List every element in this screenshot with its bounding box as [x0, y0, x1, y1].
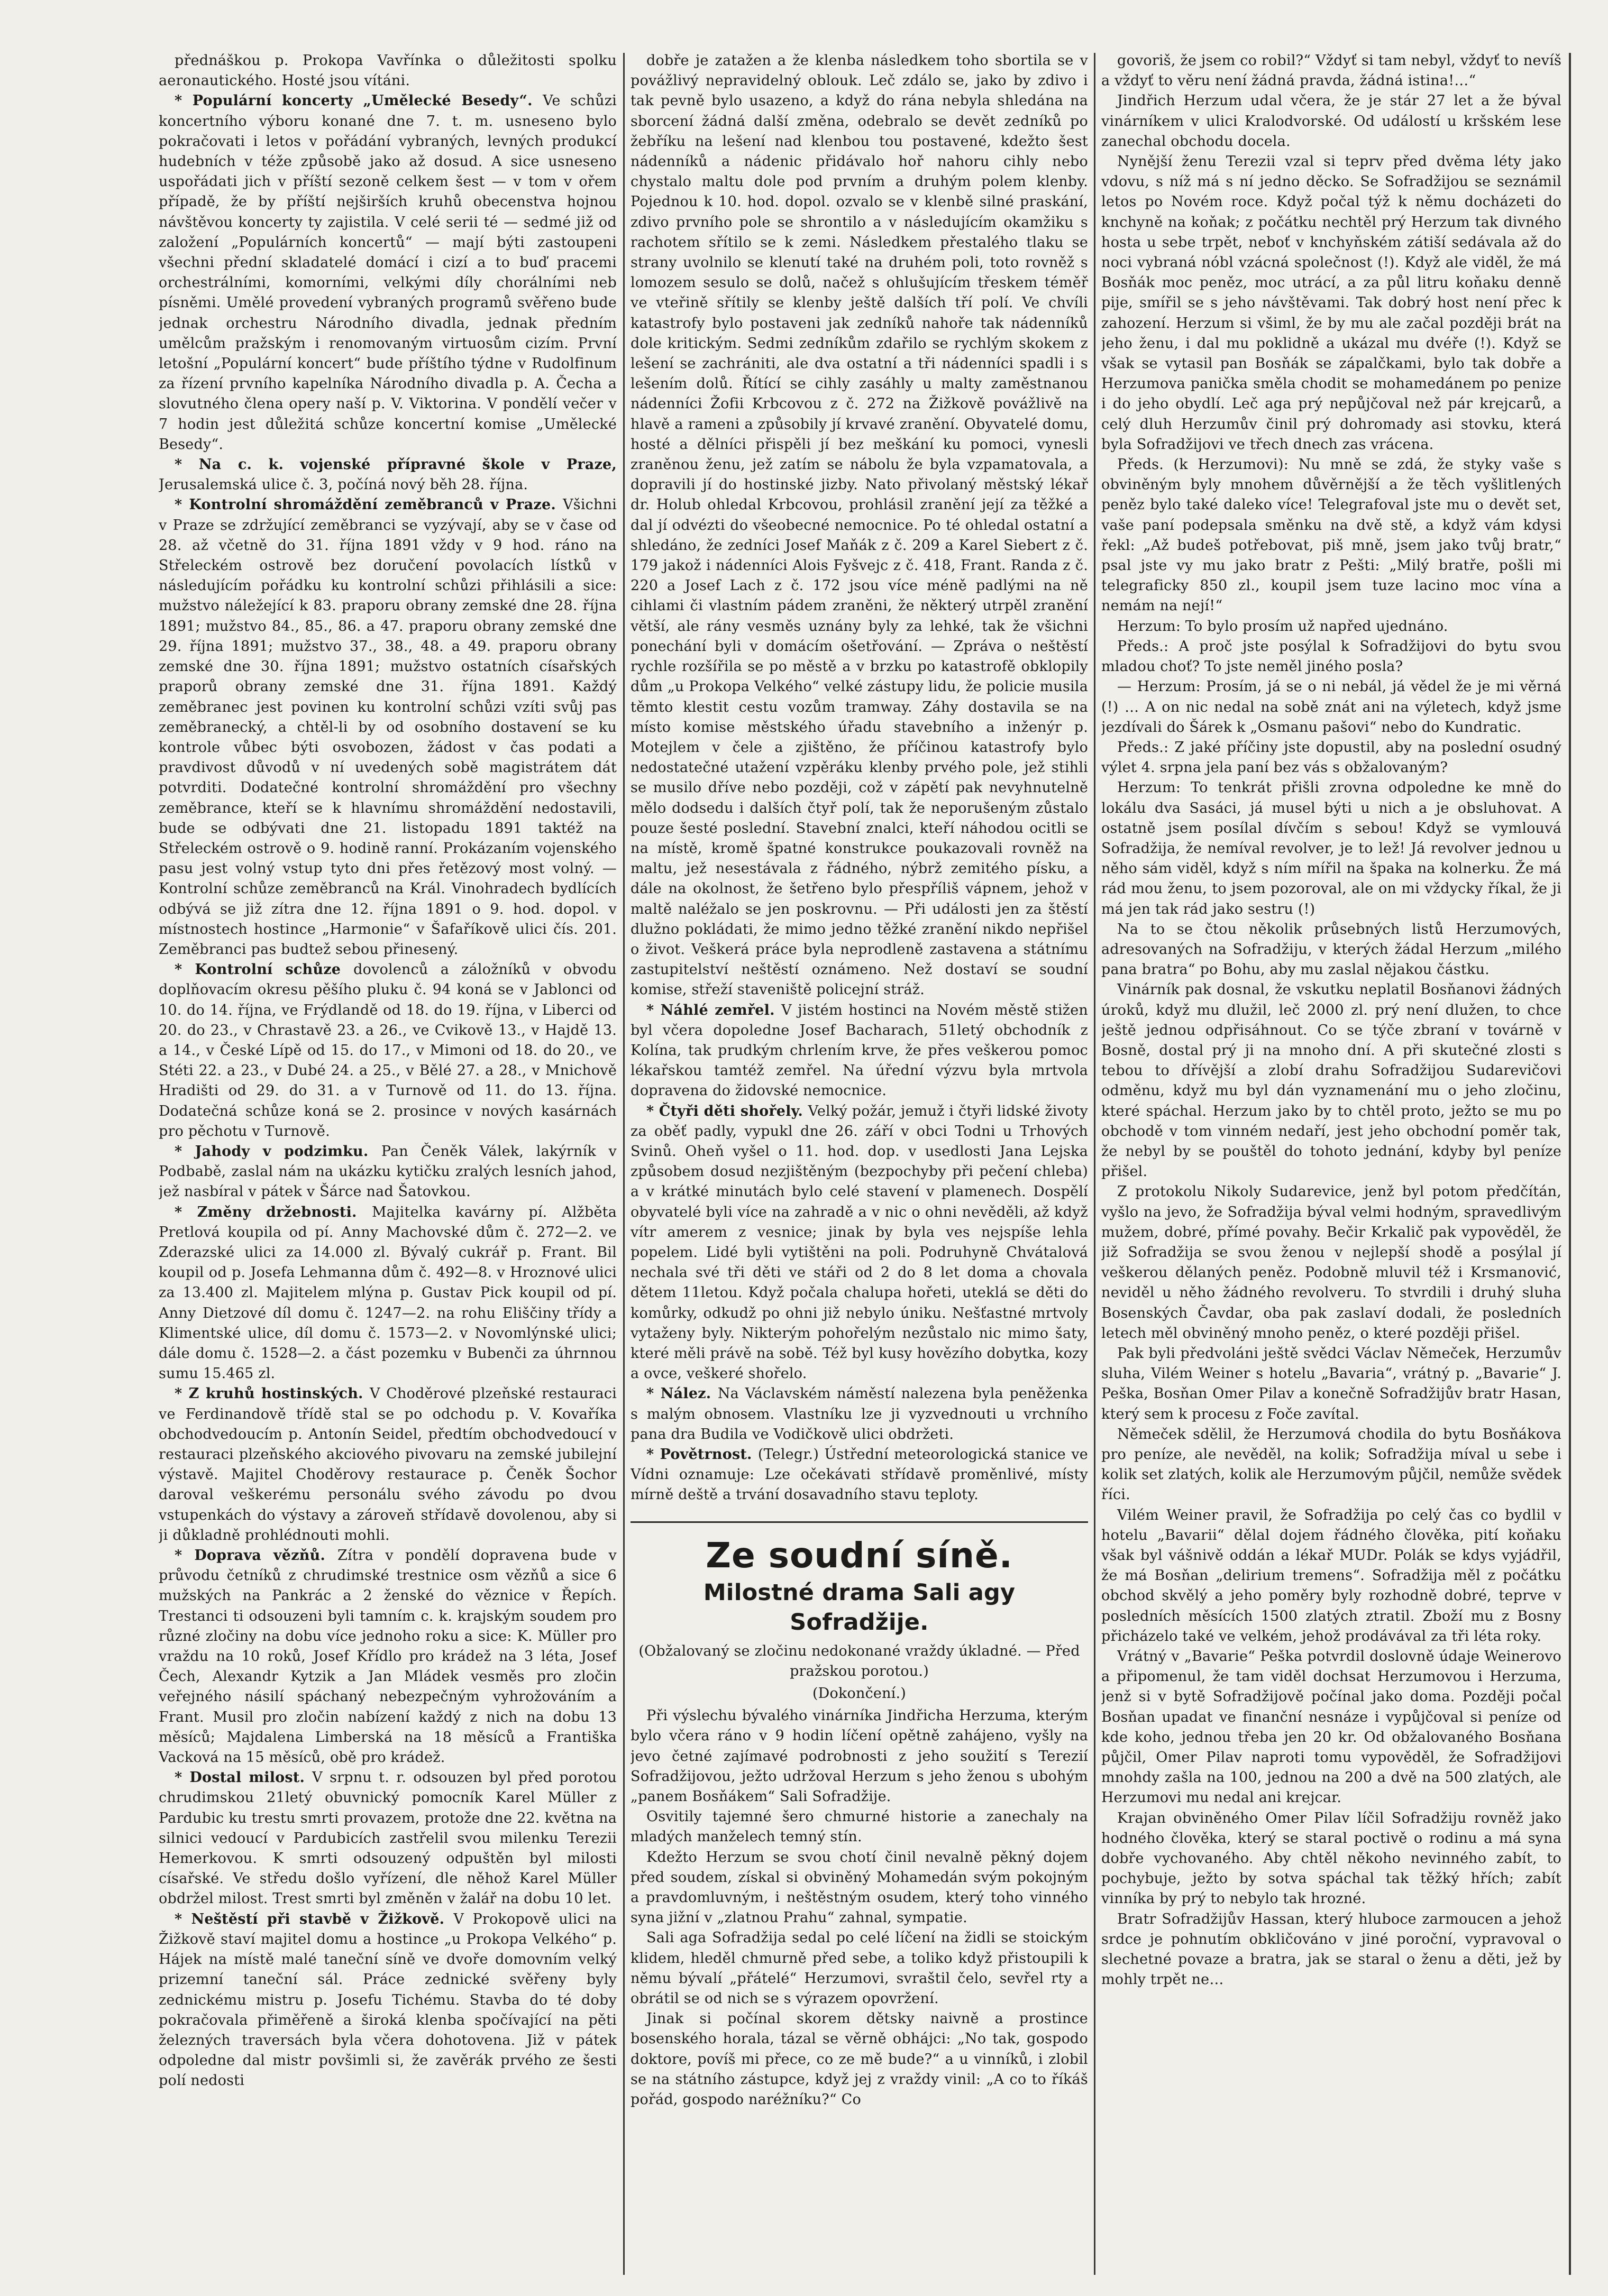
- article-headline: * Kontrolní schůze: [175, 961, 354, 978]
- article-paragraph: [631, 1848, 1088, 1928]
- article-headline: * Jahody v podzimku.: [175, 1143, 381, 1160]
- article-paragraph: [631, 51, 1088, 1000]
- section-title: Ze soudní síně.: [706, 1535, 1013, 1576]
- article-headline: * Z kruhů hostinských.: [175, 1385, 370, 1402]
- article-paragraph: [631, 1641, 1088, 1682]
- article-paragraph: [159, 495, 617, 960]
- article-paragraph: [1101, 1425, 1561, 1505]
- article-text: V jistém hostinci na Novém městě stižen byl včera dopoledne Josef Bacharach, 51letý obchodník z Kolína, tak prudkým chrlením krve, že přes veškerou pomoc lékařskou tamtéž zemřel. Na úřední výzvu byla mrtvola dopravena do židovské nemocnice.: [631, 1002, 1088, 1099]
- article-text: — Herzum: Prosím, já se o ni nebál, já vědel že je mi věrná (!) … A on nic nedal na sobě znát ani na výletech, když jsme jezdívali do Šárek k „Osmanu pašovi“ nebo do Kundratic.: [1101, 678, 1561, 736]
- article-text: Majitelka kavárny pí. Alžběta Pretlová koupila od pí. Anny Machovské dům č. 272—2. ve Zderazské ulici za 14.000 zl. Bývalý cukrář p. Frant. Bil koupil od p. Josefa Lehmanna dům č. 492—8. v Hroznové ulici za 13.400 zl. Majitelem mlýna p. Gustav Pick koupil od pí. Anny Dietzové díl domu č. 1247—2. na rohu Eliščiny třídy a Klimentské ulice, díl domu č. 1573—2. v Novomlýnské ulici; dále domu č. 1528—2. a část pozemku v Bubenči za úhrnnou sumu 15.465 zl.: [159, 1204, 617, 1382]
- article-text: Jerusalemská ulice č. 3, počíná nový běh 28. října.: [159, 476, 528, 493]
- article-text: Předs.: Z jaké příčiny jste dopustil, aby na poslední osudný výlet 4. srpna jela paní bez vás s obžalovaným?: [1101, 739, 1561, 776]
- article-text: V Choděrové plzeňské restauraci ve Ferdinandově třídě stal se po odchodu p. V. Kovaříka obchodvedoucím p. Antonín Seidel, předtím obchodvedoucí v restauraci plzeňského akciového pivovaru na zemské jubilejní výstavě. Majitel Choděrovy restaurace p. Čeněk Šochor daroval veškerému personálu svého závodu po dvou vstupenkách do výstavy a zároveň střídavě dovolenou, aby si ji důkladně prohlédnouti mohli.: [159, 1385, 617, 1544]
- article-paragraph: [1101, 91, 1561, 152]
- article-text: Při výslechu bývalého vinárníka Jindřicha Herzuma, kterým bylo včera ráno v 9 hodin líčení opětně zahájeno, vyšly na jevo četné zajímavé podrobnosti z jeho soužití s Terezií Sofradžijovou, ježto udržoval Herzum s jeho ženou s ubohým „panem Bosňákem“ Sali Sofradžije.: [631, 1707, 1088, 1805]
- article-text: Vinárník pak dosnal, že vskutku neplatil Bosňanovi žádných úroků, když mu dlužil, leč 2000 zl. prý není dlužen, to chce ještě jednou odpřisáhnout. Co se týče zbraní v továrně v Bosně, dostal prý ji na mnoho dní. A při skutečné zlosti s tebou to dřívější a zlobí drahu Sofradžijou Sudarevičovi odměnu, když mu byl dán vyznamenání mu o jeho zločinu, které spáchal. Herzum jako by to chtěl proto, ježto se mu po obchodě v tom vinném nedaří, jest jeho obchodní poměr tak, že nebyl by se pouštěl do tohoto jednání, kdyby byl peníze přišel.: [1101, 981, 1561, 1180]
- article-text: Kdežto Herzum se svou chotí činil nevalně pěkný dojem před soudem, získal si obviněný Mohamedán svým pokojným a pravdomluvným, i neštěstným osudem, který toho vinného syna jižní v „zlatnou Prahu“ zahnal, sympatie.: [631, 1849, 1088, 1926]
- article-text: přednáškou p. Prokopa Vavřínka o důležitosti spolku aeronautického. Hosté jsou vítáni.: [159, 52, 617, 89]
- article-paragraph: [1101, 617, 1561, 637]
- article-headline: * Kontrolní shromáždění zeměbranců v Praze.: [175, 497, 563, 513]
- article-headline: * Náhlé zemřel.: [646, 1002, 782, 1018]
- article-text: Všichni v Praze se zdržující zeměbranci se vyzývají, aby se v čase od 28. až včetně do 31. října 1891 vždy v 9 hod. ráno na Střeleckém ostrově bez doručení povolacích lístků v následujícím pořádku ku kontrolní schůzi přihlásili a sice: mužstvo náležející k 83. praporu obrany zemské dne 28. října 1891; mužstvo 84., 85., 86. a 47. praporu obrany zemské dne 29. října 1891; mužstvo 37., 38., 48. a 49. praporu obrany zemské dne 30. října 1891; mužstvo ostatních císařských praporů obrany zemské dne 31. října 1891. Každý zeměbranec jest povinen ku kontrolní schůzi vzíti svůj pas zeměbranecký, a chtěl-li by od osobního dostavení se ku kontrole vůbec býti osvobozen, žádost v čas podati a pravdivost důvodů v ní uvedených sobě magistrátem dát potvrditi. Dodatečné kontrolní shromáždění pro všechny zeměbrance, kteří se k hlavnímu shromáždění nedostavili, bude se odbývati dne 21. listopadu 1891 taktéž na Střeleckém ostrově o 9. hodině ranní. Prokázaním vojenského pasu jest volný vstup tyto dni přes řetězový most volný. — Kontrolní schůze zeměbranců na Král. Vinohradech bydlících odbývá se již zítra dne 12. října 1891 o 9. hod. dopol. v místnostech hostince „Harmonie“ v Šafaříkově ulici čís. 201. Zeměbranci pas budtež sebou přinesený.: [159, 497, 617, 958]
- article-text: Z protokolu Nikoly Sudarevice, jenž byl potom předčítán, vyšlo na jevo, že Sofradžija býval velmi hodným, spravedlivým mužem, dobré, přímé povahy. Bečir Krkalič pak vypověděl, že již Sofradžija se svou ženou v nejlepší shodě a posýlal jí veškerou dělaných peněz. Podobně mluvil též i Krsmanović, neviděl u něho žádného revolveru. To stvrdili i druhý sluha Bosenských Čavdar, oba pak zaslaví dodali, že posledních letech měl obviněný mnoho peněz, o které později přišel.: [1101, 1183, 1561, 1342]
- article-paragraph: [1101, 1647, 1561, 1808]
- article-paragraph: [159, 1142, 617, 1202]
- column-rule: [1094, 53, 1095, 2275]
- article-text: Sali aga Sofradžija sedal po celé líčení na židli se stoickým klidem, hleděl chmurně před sebe, a toliko když přistoupili k němu bývalí „přátelé“ Herzumovi, svraštil čelo, sevřel rty a obrátil se od nich se s výrazem opovržení.: [631, 1930, 1088, 2007]
- article-headline: * Populární koncerty „Umělecké Besedy“.: [175, 93, 543, 109]
- article-paragraph: [1101, 1182, 1561, 1344]
- article-headline: * Dostal milost.: [175, 1769, 313, 1786]
- article-paragraph: [631, 1445, 1088, 1505]
- article-text: Pan Čeněk Válek, lakýrník v Podbabě, zaslal nám na ukázku kytičku zralých lesních jahod, jež nasbíral v pátek v Šárce nad Šatovkou.: [159, 1143, 617, 1200]
- article-headline: * Nález.: [646, 1385, 718, 1402]
- article-paragraph: [159, 960, 617, 1142]
- article-paragraph: [631, 1000, 1088, 1101]
- column-1: [159, 51, 617, 2264]
- article-paragraph: [1101, 1909, 1561, 1990]
- article-paragraph: [1101, 980, 1561, 1182]
- article-text: Předs.: A proč jste posýlal k Sofradžijovi do bytu svou mladou choť? To jste neměl jiného posla?: [1101, 638, 1561, 675]
- article-paragraph: [1101, 152, 1561, 455]
- column-2: [631, 51, 1088, 2264]
- article-paragraph: [631, 1384, 1088, 1445]
- article-text: Vilém Weiner pravil, že Sofradžija po celý čas co bydlil v hotelu „Bavarii“ dělal dojem řádného člověka, pití koňaku však byl vášnivě oddán a lékař MUDr. Polák se kdys vyjádřil, že má Bosňan „delirium tremens“. Sofradžija měl z počátku obchod skvělý a jeho poměry byly rozhodně dobré, teprve v posledních měsících 1500 zlatých ztratil. Zboží mu z Bosny přicházelo také ve velkém, jehož prodávával za tři léta roky.: [1101, 1507, 1561, 1645]
- article-text: dobře je zatažen a že klenba následkem toho sbortila se v povážlivý nepravidelný oblouk. Leč zdálo se, jako by zdivo i tak pevně bylo usazeno, a když do rána nebyla shledána na sborcení žádná další změna, odebralo se devět zedníků po žebříku na lešení nad klenbou tou postavené, kdežto šest nádenníků a nádenic přidávalo hoř nahoru cihly nebo chystalo maltu dole pod prvním a druhým polem klenby. Pojednou k 10. hod. dopol. ozvalo se v klenbě silné praskání, zdivo prvního pole se shrontilo a v následujícím okamžiku s rachotem sřítilo se k zemi. Následkem přestalého tlaku se strany uvolnilo se klenutí také na druhém poli, toto rovněž s lomozem sesulo se dolů, načež s ohlušujícím třeskem téměř ve vteřině sřítily se klenby ještě dalších tří polí. Ve chvíli katastrofy bylo postaveni jak zedníků nahoře tak nádenníků dole kritickým. Sedmi zedníkům zdařilo se rychlým skokem z lešení se zachrániti, ale dva ostatní a tři nádenníci spadli i s lešením dolů. Řítící se cihly zasáhly u malty zaměstnanou nádenníci Žofii Krbcovou z č. 272 na Žižkově povážlivě na hlavě a rameni a způsobily jí krvavé zranění. Obyvatelé domu, hosté a dělníci přispěli jí bez meškání ku pomoci, vynesli zraněnou ženu, jež zatím se nábolu že byla vzpamatovala, a dopravili jí do hostinské jizby. Nato přivolaný městský lékař dr. Holub ohledal Krbcovou, prohlásil zranění její za těžké a dal jí odvézti do všeobecné nemocnice. Po té ohledal ostatní a shledáno, že zedníci Josef Maňák z č. 209 a Karel Siebert z č. 179 jakož i nádenníci Alois Fyšvejc z č. 418, Frant. Randa z č. 220 a Josef Lach z č. 172 jsou více méně padlými na ně cihlami či vlastním pádem zraněni, že některý utrpěl zranění větší, ale rány vesměs uznány byly za lehké, tak že všichni ponechání byli v domácím ošetřování. — Zpráva o neštěstí rychle rozšířila se po městě a v brzku po katastrofě obklopily dům „u Prokopa Velkého“ velké zástupy lidu, že policie musila těmto klestit cestu vozům tramway. Záhy dostavila se na místo komise městského úřadu stavebního a inženýr p. Motejlem v čele a zjištěno, že příčinou katastrofy bylo nedostatečné utažení vzpěráku klenby prvého pole, jež stihli se musilo dříve nebo později, což v zápětí pak nevyhnutelně mělo dodsedu i dalších čtyř polí, tak že neporušeným zůstalo pouze šesté poslední. Stavební znalci, kteří náhodou ocitli se na místě, kromě špatné konstrukce poukazovali rovněž na maltu, jež nesestávala z řádného, nýbrž zemitého písku, a dále na okolnost, že šetřeno bylo přespříliš vápnem, jehož v maltě naléžalo se jen poskrovnu. — Při události jen za štěstí dlužno pokládati, že mimo jedno těžké zranění nikdo nepřišel o život. Veškerá práce byla neprodleně zastavena a státnímu zastupitelství neštěstí oznámeno. Než dostaví se soudní komise, střeží staveniště policejní stráž.: [631, 52, 1088, 998]
- column-rule: [623, 53, 625, 2275]
- article-text: (Dokončení.): [812, 1685, 907, 1702]
- article-paragraph: [1101, 1505, 1561, 1647]
- article-paragraph: [1101, 455, 1561, 617]
- article-paragraph: [631, 1928, 1088, 2009]
- article-text: (Telegr.) Ústřední meteorologická stanice ve Vídni oznamuje: Lze očekávati střídavě proměnlivé, místy mírně deště a trvání dosavadního stavu teploty.: [631, 1446, 1088, 1503]
- article-text: V Prokopově ulici na Žižkově staví majitel domu a hostince „u Prokopa Velkého“ p. Hájek na místě malé taneční síně ve dvoře domovním velký prizemní taneční sál. Práce zednické svěřeny byly zednickému mistru p. Josefu Tichému. Stavba do té doby pokračovala přiměřeně a široká klenba spočívající na pěti železných traversách byla včera dohotovena. Již v pátek odpoledne dal mistr povšimli si, že zavěrák prvého ze šesti polí nedosti: [159, 1911, 617, 2089]
- article-text: Krajan obviněného Omer Pilav líčil Sofradžiju rovněž jako hodného člověka, který se staral poctivě o rodinu a má syna dobře vychovaného. Aby chtěl někoho nevinného zabít, to pochybuje, ježto by sotva spáchal tak těžký hřích; zabít vinníka by prý to nebylo tak hrozné.: [1101, 1810, 1561, 1907]
- article-text: Němeček sdělil, že Herzumová chodila do bytu Bosňákova pro peníze, ale nevěděl, na kolik; Sofradžija míval u sebe i kolik set zlatých, kolik ale Herzumovým půjčil, nemůže svědek říci.: [1101, 1426, 1561, 1503]
- article-paragraph: [159, 91, 617, 455]
- article-paragraph: [159, 1768, 617, 1909]
- article-text: Osvitily tajemné šero chmurné historie a zanechaly na mladých manželech temný stín.: [631, 1808, 1088, 1845]
- article-text: Na Václavském náměstí nalezena byla peněženka s malým obnosem. Vlastníku lze ji vyzvednouti u vrchního pana dra Budila ve Vodičkově ulici obdržeti.: [631, 1385, 1088, 1443]
- column-3: [1101, 51, 1561, 2264]
- article-text: Herzum: To bylo prosím už napřed ujednáno.: [1117, 618, 1448, 635]
- article-paragraph: [159, 1909, 617, 2091]
- article-text: Vrátný v „Bavarie“ Peška potvrdil doslovně údaje Weinerovo a připomenul, že tam viděl dochsat Herzumovou i Herzuma, jenž si v bytě Sofradžijově počínal jako doma. Později počal Bosňan upadat ve finanční nesnáze i vypůjčoval si peníze od kde koho, jednou třeba jen 20 kr. Od obžalovaného Bosňana půjčil, Omer Pilav naproti tomu vypověděl, že Sofradžijovi mnohdy zašla na 100, jednou na 200 a dvě na 500 zlatých, ale Herzumovi mu nedal ani krejcar.: [1101, 1648, 1561, 1806]
- article-paragraph: [159, 455, 617, 495]
- article-paragraph: [1101, 1344, 1561, 1425]
- article-paragraph: [1101, 637, 1561, 677]
- article-text: Jindřich Herzum udal včera, že je stár 27 let a že býval vinárníkem v ulici Kralodvorské. Od událostí u kršském lese zanechal obchodu docela.: [1101, 93, 1561, 150]
- article-headline: * Na c. k. vojenské přípravné škole v Praze,: [175, 456, 617, 473]
- article-text: Jinak si počínal skorem dětsky naivně a prostince bosenského horala, tázal se věrně obhájci: „No tak, gospodo doktore, povíš mi přece, co ze mě bude?“ a u vinníků, i zlobil se na státního zástupce, když jej z vraždy vinil: „A co to říkáš pořád, gospodo naréžníku?“ Co: [631, 2010, 1088, 2108]
- article-paragraph: [631, 1706, 1088, 1807]
- article-paragraph: [631, 1684, 1088, 1704]
- article-paragraph: [1101, 738, 1561, 778]
- page-edge-rule: [1569, 53, 1571, 2275]
- article-paragraph: [159, 1384, 617, 1546]
- section-subtitle: Milostné drama Sali agy Sofradžije.: [703, 1579, 1016, 1636]
- article-text: Předs. (k Herzumovi): Nu mně se zdá, že styky vaše s obviněným byly mnohem důvěrnější a že těch vyšlitlených peněz bylo také daleko více! Telegrafoval jste mu o devět set, vaše paní podepsala směnku na dvě stě, a když vám kdysi řekl: „Až budeš potřebovat, piš mně, jsem jako tvůj bratr,“ psal jste vy mu jako bratr z Pešti: „Milý bratře, pošli mi telegraficky 850 zl., koupil jsem tuze lacino moc vína a nemám na nejí!“: [1101, 456, 1561, 614]
- article-paragraph: [1101, 778, 1561, 919]
- article-text: V srpnu t. r. odsouzen byl před porotou chrudimskou 21letý obuvnický pomocník Karel Müller z Pardubic ku trestu smrti provazem, protože dne 22. května na silnici vedoucí v Pardubicích zastřelil svou milenku Terezii Hemerkovou. K smrti odsouzený odpuštěn byl milosti císařské. Ve středu došlo vyřízení, dle něhož Karel Müller obdržel milost. Trest smrti byl změněn v žalář na dobu 10 let.: [159, 1769, 617, 1907]
- article-headline: * Neštěstí při stavbě v Žižkově.: [175, 1911, 454, 1927]
- article-paragraph: [631, 1101, 1088, 1384]
- article-headline: * Povětrnost.: [646, 1446, 758, 1463]
- article-headline: * Doprava vězňů.: [175, 1547, 337, 1564]
- article-text: (Obžalovaný se zločinu nedokonané vraždy úkladné. — Před pražskou porotou.): [638, 1642, 1080, 1679]
- article-paragraph: [1101, 51, 1561, 91]
- article-text: Nynější ženu Terezii vzal si teprv před dvěma léty jako vdovu, s níž má s ní jedno děcko. Se Sofradžijou se seznámil letos po Novém roce. Když počal týž k němu docházeti do knchyně na koňak; z počátku nechtěl prý Herzum tak divného hosta u sebe trpět, neboť v knchyňském zátiší sedávala až do noci vybraná nóbl vzácná společnost (!). Když ale viděl, že má Bosňák moc peněz, moc utrácí, a za půl litru koňaku denně pije, smířil se s jeho návštěvami. Tak dobrý host není přec k zahození. Herzum si všiml, že by mu ale začal později brát na jeho ženu, i dal mu poklidně a ukázal mu dvéře (!). Když se však se vytasil pan Bosňák se zápalčkami, bylo tak dobře a Herzumova panička směla chodit se mohamedánem po penize i do jeho obydlí. Leč aga prý nepůjčoval než pár krejcarů, a celý dluh Herzumův činil prý dohromady asi stovku, která byla Sofradžijovi ve třech dnech zas vrácena.: [1101, 153, 1561, 453]
- article-text: Herzum: To tenkrát přišli zrovna odpoledne ke mně do lokálu dva Sasáci, já musel býti u nich a je obsluhovat. A ostatně jsem posílal dívčím s sebou! Když se vymlouvá Sofradžija, že nemíval revolver, je to lež! Já revolver jednou u něho sám viděl, když s ním mířil na špaka na kolnerku. Že má rád mou ženu, to jsem pozoroval, ale on mi vždycky říkal, že ji má jen tak rád jako sestru (!): [1101, 779, 1561, 917]
- article-paragraph: [1101, 1808, 1561, 1909]
- article-paragraph: [159, 1202, 617, 1384]
- article-text: Na to se čtou několik průsebných listů Herzumových, adresovaných na Sofradžiju, v kterých žádal Herzum „milého pana bratra“ po Bohu, aby mu zaslal nějakou částku.: [1101, 921, 1561, 978]
- article-text: dovolenců a záložníků v obvodu doplňovacím okresu pěšího pluku č. 94 koná se v Jablonci od 10. do 14. října, ve Frýdlandě od 18. do 19. října, v Liberci od 20. do 23., v Chrastavě 23. a 26., ve Cvikově 13., v Hajdě 13. a 14., v České Lípě od 15. do 17., v Mimoni od 18. do 20., ve Stéti 22. a 23., v Dubé 24. a 25., v Bělé 27. a 28., v Mnichově Hradišti od 29. do 31. a v Turnově od 11. do 13. října. Dodatečná schůze koná se 2. prosince v nových kasárnách pro pěchotu v Turnově.: [159, 961, 617, 1140]
- article-text: Zítra v pondělí dopravena bude v průvodu četníků z chrudimské trestnice osm vězňů a sice 6 mužských na Pankrác a 2 ženské do věznice v Řepích. Trestanci ti odsouzeni byli tamním c. k. krajským soudem pro různé zločiny na dobu více jednoho roku a sice: K. Müller pro vraždu na 10 roků, Josef Křídlo pro krádež na 3 léta, Josef Čech, Alexandr Kytzik a Jan Mládek vesměs pro zločin veřejného násilí spáchaný nebezpečným vyhrožováním a Frant. Musil pro zločin nabízení každý z nich na dobu 13 měsíců; Majdalena Limberská na 18 měsíců a Františka Vacková na 15 měsíců, obě pro krádež.: [159, 1547, 617, 1766]
- article-paragraph: [1101, 677, 1561, 738]
- article-text: Pak byli předvoláni ještě svědci Václav Němeček, Herzumův sluha, Vilém Weiner s hotelu „Bavaria“, vrátný p. „Bavarie“ J. Peška, Bosňan Omer Pilav a konečně Sofradžijův bratr Hasan, který sem k procesu z Foče zavítal.: [1101, 1345, 1561, 1422]
- article-paragraph: [631, 1807, 1088, 1847]
- article-headline: * Změny držebnosti.: [175, 1204, 372, 1220]
- article-text: Ve schůzi koncertního výboru konané dne 7. t. m. usneseno bylo pokračovati i letos v pořádání vybraných, levných produkcí hudebních v téže způsobě jako až dosud. A sice usneseno uspořádati jich v příští sezoně celkem šest — v tom v ořem případě, že by příští nejširších kruhů obecenstva hojnou návštěvou koncerty ty zajistila. V celé serii té — sedmé již od založení „Populárních koncertů“ — mají býti zastoupeni všechni přední skladatelé domácí i cizí a to buď pracemi orchestrálními, komorními, velkými díly chorálními neb písněmi. Umělé provedení vybraných programů svěřeno bude jednak orchestru Národního divadla, jednak předním umělcům pražským i renomovaným virtuosům cizím. První letošní „Populární koncert“ bude příštího týdne v Rudolfinum za řízení prvního kapelníka Národního divadla p. A. Čecha a slovutného člena opery naší p. V. Viktorina. V pondělí večer v 7 hodin jest důležitá schůze koncertní komise „Umělecké Besedy“.: [159, 93, 617, 453]
- article-text: govoriš, že jsem co robil?“ Vždyť si tam nebyl, vždyť to nevíš a vždyť to věru není žádná pravda, žádná istina!…“: [1101, 52, 1561, 89]
- section-heading: [631, 1521, 1088, 1637]
- article-headline: * Čtyři děti shořely.: [646, 1103, 808, 1119]
- article-paragraph: [159, 51, 617, 91]
- article-text: Bratr Sofradžijův Hassan, který hluboce zarmoucen a jehož srdce je pohnutím obkličováno v jiné poroční, vypravoval o slechetné povaze a bratra, jak se staral o ženu a děti, jež by mohly trpět ne…: [1101, 1911, 1561, 1988]
- article-paragraph: [159, 1546, 617, 1768]
- article-paragraph: [631, 2009, 1088, 2110]
- article-paragraph: [1101, 920, 1561, 980]
- article-text: Velký požár, jemuž i čtyři lidské životy za oběť padly, vypukl dne 26. září v obci Todni u Trhových Svinů. Oheň vyšel o 11. hod. dop. v usedlosti Jana Lejska způsobem dosud nezjištěným (bezpochyby při pečení chleba) a v krátké minutách bylo celé stavení v plamenech. Dospělí obyvatelé byli více na zahradě a v nic o ohni nevěděli, až když vítr amerem z vesnice; jinak by byla ves nejspíše lehla popelem. Lidé byli vytištěni na poli. Podruhyně Chvátalová nechala své tři děti ve stáři od 2 do 8 let doma a chovala dětem 11letou. Když počala chalupa hořeti, uteklá se děti do komůrky, odkudž po ohni již nebylo úniku. Nešťastné mrtvoly vytaženy byly. Nikterým pohořelým nezůstalo nic mimo šaty, které měli právě na sobě. Též byl kusy hovězího dobytka, kozy a ovce, veškeré shořelo.: [631, 1103, 1088, 1382]
